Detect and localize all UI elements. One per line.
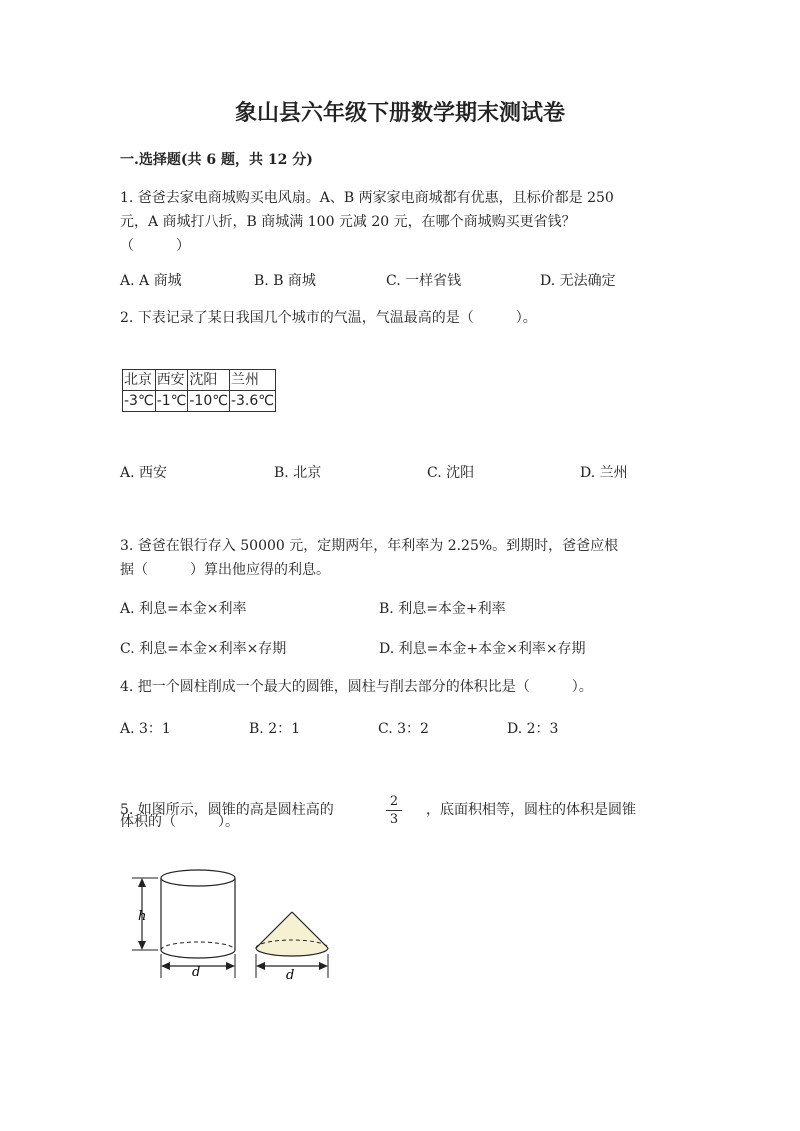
- cylinder-shape: [161, 870, 235, 958]
- table-row-cities: [123, 370, 276, 391]
- question-3-line-2: 据（ ）算出他应得的利息。: [120, 562, 330, 578]
- q4-option-d: D. 2：3: [507, 721, 559, 737]
- q2-option-c: C. 沈阳: [427, 465, 475, 481]
- q3-option-c: C. 利息=本金×利率×存期: [120, 641, 287, 657]
- label-h: h: [138, 909, 147, 924]
- cell-city-1: 北京: [123, 370, 156, 391]
- question-5-part-c: 体积的（ ）。: [120, 814, 239, 830]
- cell-temp-3: -10℃: [188, 391, 230, 412]
- q3-option-d: D. 利息=本金+本金×利率×存期: [379, 641, 586, 657]
- q1-option-b: B. B 商城: [254, 273, 316, 289]
- temperature-table: [122, 369, 276, 412]
- question-5-part-b: ，底面积相等，圆柱的体积是圆锥: [426, 802, 636, 818]
- table-row-temps: [123, 391, 276, 412]
- cone-shape: [256, 912, 328, 956]
- question-2: 2. 下表记录了某日我国几个城市的气温，气温最高的是（ ）。: [120, 310, 537, 326]
- question-1-line-3: （ ）: [120, 238, 190, 254]
- cell-temp-1: -3℃: [123, 391, 156, 412]
- q4-option-a: A. 3：1: [120, 721, 171, 737]
- question-3: [120, 534, 618, 582]
- section-heading: 一.选择题(共 6 题，共 12 分): [120, 152, 313, 168]
- cell-temp-4: -3.6℃: [229, 391, 275, 412]
- fraction-bar: [386, 810, 402, 811]
- question-5-part-a: 5. 如图所示，圆锥的高是圆柱高的: [120, 802, 334, 818]
- label-d-cylinder: d: [192, 965, 201, 980]
- q1-option-a: A. A 商城: [120, 273, 182, 289]
- cylinder-cone-figure: [120, 862, 340, 984]
- q2-option-a: A. 西安: [120, 465, 168, 481]
- question-1-line-1: 1. 爸爸去家电商城购买电风扇。A、B 两家家电商城都有优惠，且标价都是 250: [120, 190, 614, 206]
- q1-option-d: D. 无法确定: [540, 273, 616, 289]
- cell-city-3: 沈阳: [188, 370, 230, 391]
- fraction-numerator: 2: [389, 794, 399, 809]
- question-1-line-2: 元，A 商城打八折，B 商城满 100 元减 20 元，在哪个商城购买更省钱？: [120, 214, 576, 230]
- q3-option-a: A. 利息=本金×利率: [120, 601, 247, 617]
- cell-city-2: 西安: [155, 370, 188, 391]
- cell-temp-2: -1℃: [155, 391, 188, 412]
- q1-option-c: C. 一样省钱: [386, 273, 462, 289]
- q2-option-b: B. 北京: [274, 465, 322, 481]
- cell-city-4: 兰州: [229, 370, 275, 391]
- q4-option-b: B. 2：1: [249, 721, 301, 737]
- fraction-denominator: 3: [389, 812, 399, 827]
- question-3-line-1: 3. 爸爸在银行存入 50000 元，定期两年，年利率为 2.25%。到期时，爸爸应根: [120, 538, 619, 554]
- q3-option-b: B. 利息=本金+利率: [379, 601, 506, 617]
- question-1: [120, 186, 614, 258]
- page-title: 象山县六年级下册数学期末测试卷: [234, 100, 565, 126]
- q2-option-d: D. 兰州: [580, 465, 628, 481]
- fraction-two-thirds: [384, 794, 404, 827]
- label-d-cone: d: [286, 968, 295, 983]
- q4-option-c: C. 3：2: [378, 721, 429, 737]
- question-4: 4. 把一个圆柱削成一个最大的圆锥，圆柱与削去部分的体积比是（ ）。: [120, 679, 593, 695]
